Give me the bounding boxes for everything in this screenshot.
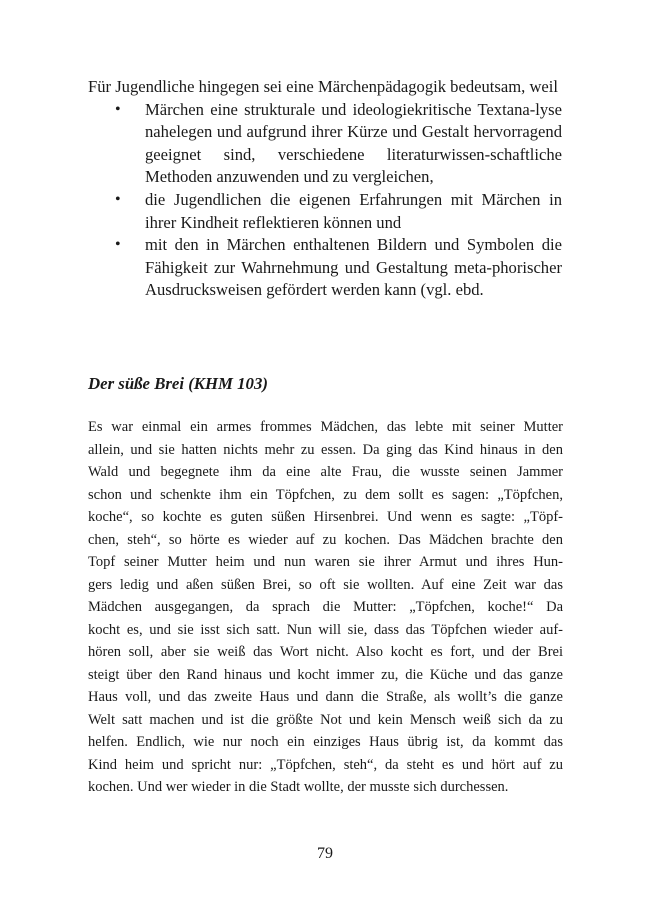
story-line: Mädchen ausgegangen, da sprach die Mutter: „Töpfchen, koche!“ Da <box>88 599 563 615</box>
page-number: 79 <box>317 845 333 862</box>
story-line: hören soll, aber sie weiß das Wort nicht. Also kocht es fort, und der Brei <box>88 644 563 660</box>
story-line: Wald und begegnete ihm da eine alte Frau, die wusste seinen Jammer <box>88 464 563 480</box>
story-line: schon und schenkte ihm ein Töpfchen, zu dem sollt es sagen: „Töpfchen, <box>88 486 563 503</box>
story-line: chen, steh“, so hörte es wieder auf zu kochen. Das Mädchen brachte den <box>88 531 563 548</box>
intro-lead: Für Jugendliche hingegen sei eine Märchenpädagogik bedeutsam, weil <box>88 77 559 96</box>
story-line: kochen. Und wer wieder in die Stadt wollte, der musste sich durchessen. <box>88 779 509 795</box>
story-line: Kind heim und spricht nur: „Töpfchen, steh“, da steht es und hört auf zu <box>88 756 563 773</box>
list-item-text: Märchen eine strukturale und ideologiekritische Textana-lyse nahelegen und aufgrund ihrer Kürze und Gestalt hervorragend geeignet sind, verschiedene literaturwissen-schaftliche Methoden anzuwenden und zu vergleichen, <box>145 99 562 187</box>
story-line: allein, und sie hatten nichts mehr zu essen. Da ging das Kind hinaus in den <box>88 441 563 458</box>
bullet-icon: • <box>115 100 121 118</box>
story-line: Topf seiner Mutter heim und nun waren sie ihrer Armut und ihres Hun- <box>88 554 563 570</box>
story-line: steigt über den Rand hinaus und kocht immer zu, die Küche und das ganze <box>88 666 563 683</box>
bullet-list <box>88 99 562 302</box>
section-heading: Der süße Brei (KHM 103) <box>88 374 268 393</box>
story-line: helfen. Endlich, wie nur noch ein einziges Haus übrig ist, da kommt das <box>88 734 563 750</box>
list-item <box>88 189 562 234</box>
story-line: koche“, so kochte es guten süßen Hirsenbrei. Und wenn es sagte: „Töpf- <box>88 509 563 525</box>
story-line: Haus voll, und das zweite Haus und dann die Straße, als wollt’s die ganze <box>88 689 563 705</box>
intro-section <box>88 76 562 302</box>
story-line: Es war einmal ein armes frommes Mädchen, das lebte mit seiner Mutter <box>88 419 563 435</box>
story-text <box>88 416 563 799</box>
list-item-text: mit den in Märchen enthaltenen Bildern und Symbolen die Fähigkeit zur Wahrnehmung und Gestaltung meta-phorischer Ausdrucksweisen gefördert werden kann (vgl. ebd. <box>145 235 562 300</box>
list-item <box>88 99 562 189</box>
list-item-text: die Jugendlichen die eigenen Erfahrungen mit Märchen in ihrer Kindheit reflektieren können und <box>145 189 562 232</box>
bullet-icon: • <box>115 190 121 208</box>
story-line: gers ledig und aßen süßen Brei, so oft sie wollten. Auf eine Zeit war das <box>88 576 563 593</box>
list-item <box>88 234 562 302</box>
story-line: Welt satt machen und ist die größte Not und kein Mensch weiß sich da zu <box>88 711 563 728</box>
story-line: kocht es, und sie isst sich satt. Nun will sie, dass das Töpfchen wieder auf- <box>88 621 563 638</box>
bullet-icon: • <box>115 236 121 254</box>
